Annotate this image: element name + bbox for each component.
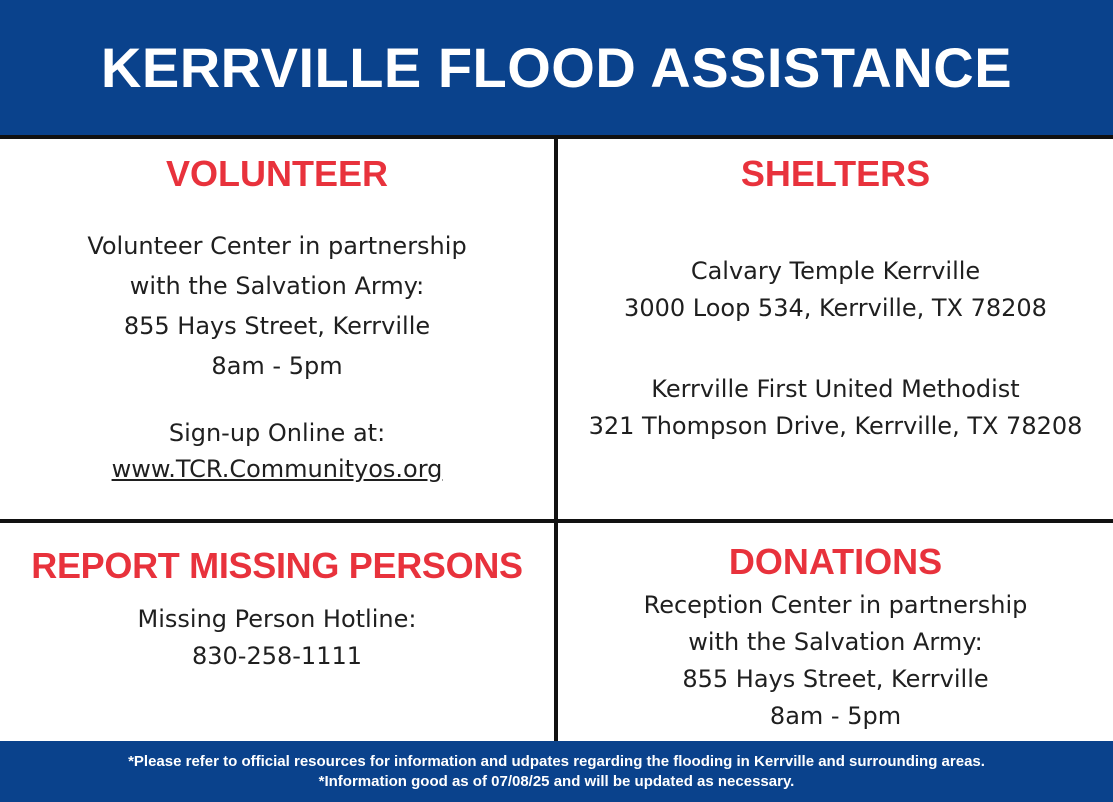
shelter-name: Kerrville First United Methodist [651, 375, 1020, 403]
donations-line: with the Salvation Army: [688, 628, 983, 656]
donations-line: 855 Hays Street, Kerrville [682, 665, 989, 693]
missing-persons-info [0, 601, 554, 675]
volunteer-heading: VOLUNTEER [165, 153, 388, 194]
donations-line: Reception Center in partnership [643, 591, 1028, 619]
signup-link[interactable]: www.TCR.Communityos.org [111, 455, 443, 483]
missing-persons-heading: REPORT MISSING PERSONS [31, 545, 523, 586]
shelter-address: 321 Thompson Drive, Kerrville, TX 78208 [588, 412, 1083, 440]
hotline-label: Missing Person Hotline: [137, 605, 417, 633]
header-banner [0, 0, 1113, 135]
missing-persons-section [0, 523, 554, 741]
hotline-phone: 830-258-1111 [191, 642, 362, 670]
donations-info [558, 587, 1113, 735]
shelter-address: 3000 Loop 534, Kerrville, TX 78208 [624, 294, 1047, 322]
volunteer-line: 8am - 5pm [211, 352, 343, 380]
volunteer-line: 855 Hays Street, Kerrville [123, 312, 431, 340]
volunteer-section [0, 139, 554, 519]
volunteer-info [0, 226, 554, 386]
volunteer-line: Volunteer Center in partnership [87, 232, 467, 260]
shelter-name: Calvary Temple Kerrville [690, 257, 981, 285]
donations-line: 8am - 5pm [769, 702, 902, 730]
signup-label: Sign-up Online at: [168, 419, 386, 447]
shelter-item [558, 371, 1113, 445]
donations-section [558, 523, 1113, 741]
page-title: KERRVILLE FLOOD ASSISTANCE [100, 36, 1013, 99]
volunteer-signup [0, 415, 554, 487]
shelter-item [558, 253, 1113, 327]
shelters-heading: SHELTERS [740, 153, 931, 194]
shelters-section [558, 139, 1113, 519]
volunteer-line: with the Salvation Army: [129, 272, 425, 300]
footer-disclaimer: *Please refer to official resources for information and udpates regarding the flooding in Kerrville and surrounding areas. [128, 752, 985, 770]
donations-heading: DONATIONS [728, 541, 943, 582]
footer-date-note: *Information good as of 07/08/25 and will be updated as necessary. [318, 772, 795, 790]
footer-banner [0, 741, 1113, 802]
